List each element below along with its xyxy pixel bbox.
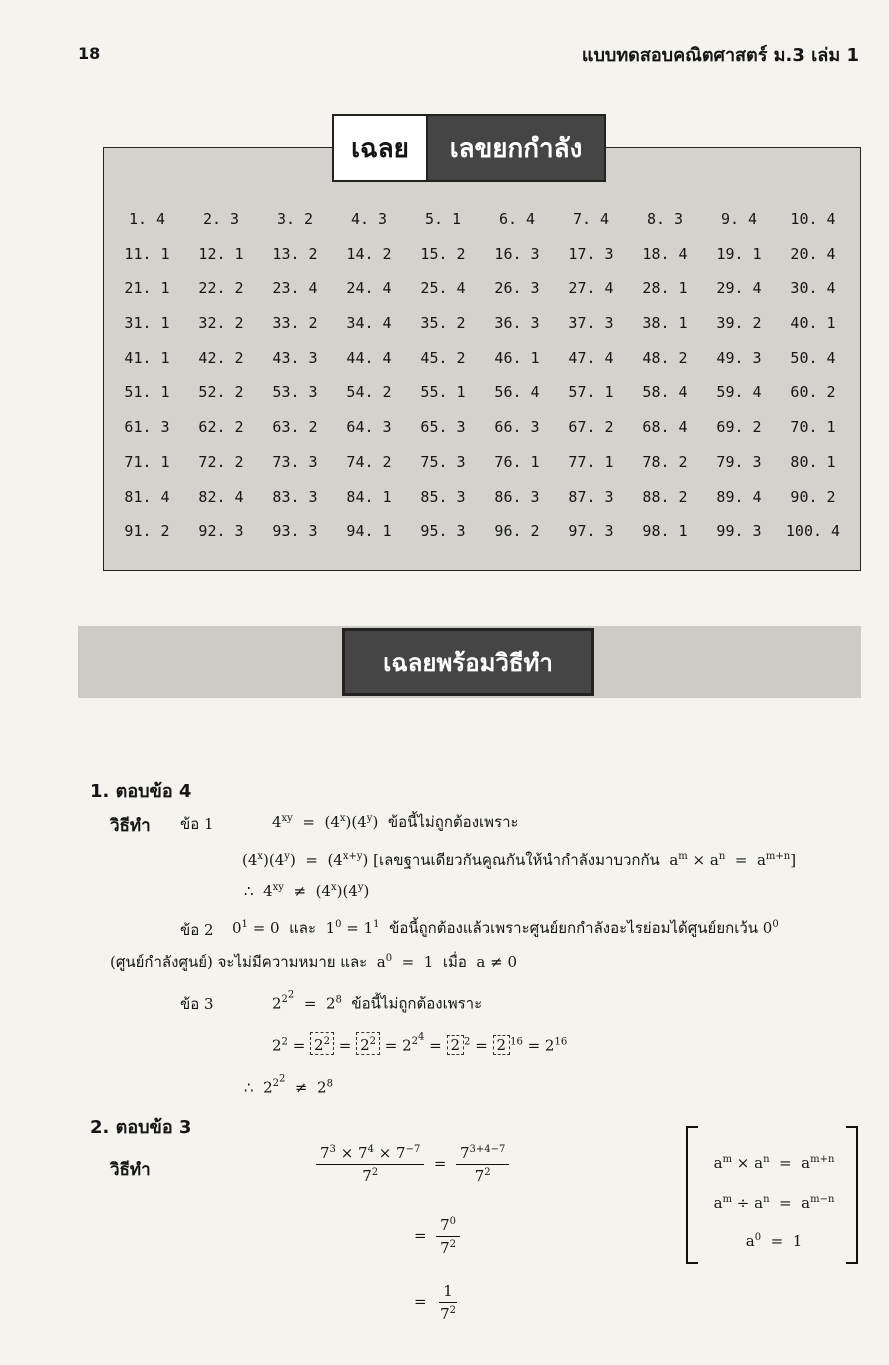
- answer-cell: 72. 2: [198, 452, 244, 471]
- q1-choice2-label: ข้อ 2: [180, 921, 214, 939]
- answer-cell: 16. 3: [494, 244, 540, 263]
- answer-cell: 93. 3: [272, 522, 318, 541]
- answer-cell: 55. 1: [420, 383, 466, 402]
- answer-cell: 31. 1: [124, 314, 170, 333]
- answer-cell: 69. 2: [716, 418, 762, 437]
- q1-choice2-cont-text: (ศูนย์กำลังศูนย์) จะไม่มีความหมาย และ: [110, 953, 368, 971]
- answer-cell: 5. 1: [424, 210, 462, 228]
- answer-cell: 11. 1: [124, 244, 170, 263]
- answer-cell: 71. 1: [124, 452, 170, 471]
- answer-cell: 59. 4: [716, 383, 762, 402]
- answer-cell: 75. 3: [420, 452, 466, 471]
- answer-cell: 80. 1: [790, 452, 836, 471]
- answer-cell: 39. 2: [716, 314, 762, 333]
- answer-cell: 91. 2: [124, 522, 170, 541]
- answer-cell: 70. 1: [790, 418, 836, 437]
- answer-cell: 2. 3: [202, 210, 240, 228]
- law-quotient: $a^m \div a^n = a^{m-n}$: [713, 1194, 835, 1212]
- answer-cell: 1. 4: [128, 210, 166, 228]
- answer-cell: 12. 1: [198, 244, 244, 263]
- answer-cell: 29. 4: [716, 279, 762, 298]
- solutions-banner: เฉลยพร้อมวิธีทำ: [342, 628, 594, 696]
- q1-choice1-reason: ข้อนี้ไม่ถูกต้องเพราะ: [387, 813, 519, 831]
- answer-cell: 52. 2: [198, 383, 244, 402]
- q1-choice3-reason: ข้อนี้ไม่ถูกต้องเพราะ: [351, 994, 483, 1013]
- answer-cell: 41. 1: [124, 348, 170, 367]
- q2-step1: $\frac{7^3 \times 7^4 \times 7^{-7}}{7^2}$ = $\frac{7^{3+4-7}}{7^2}$: [316, 1144, 509, 1185]
- answer-cell: 42. 2: [198, 348, 244, 367]
- answer-cell: 24. 4: [346, 279, 392, 298]
- q1-choice2-continued: (ศูนย์กำลังศูนย์) จะไม่มีความหมาย และ $a^0 = 1$ เมื่อ a ≠ 0: [110, 953, 517, 971]
- answer-cell: 73. 3: [272, 452, 318, 471]
- answer-cell: 94. 1: [346, 522, 392, 541]
- answer-cell: 26. 3: [494, 279, 540, 298]
- q1-choice2-text: ข้อนี้ถูกต้องแล้วเพราะศูนย์ยกกำลังอะไรย่อมได้ศูนย์ยกเว้น: [389, 919, 758, 937]
- answer-cell: 51. 1: [124, 383, 170, 402]
- answer-cell: 6. 4: [498, 210, 536, 228]
- answer-cell: 43. 3: [272, 348, 318, 367]
- answer-cell: 96. 2: [494, 522, 540, 541]
- answer-cell: 37. 3: [568, 314, 614, 333]
- answer-cell: 33. 2: [272, 314, 318, 333]
- page-number: 18: [78, 44, 101, 63]
- answer-cell: 97. 3: [568, 522, 614, 541]
- answer-cell: 47. 4: [568, 348, 614, 367]
- answer-cell: 82. 4: [198, 487, 244, 506]
- topic-label: เลขยกกำลัง: [428, 114, 606, 182]
- answer-cell: 50. 4: [790, 348, 836, 367]
- answer-cell: 76. 1: [494, 452, 540, 471]
- answer-cell: 19. 1: [716, 244, 762, 263]
- q2-step2: = $\frac{7^0}{7^2}$: [414, 1216, 460, 1257]
- running-title: แบบทดสอบคณิตศาสตร์ ม.3 เล่ม 1: [581, 45, 859, 66]
- q1-choice2-when: เมื่อ: [442, 953, 467, 971]
- answer-cell: 44. 4: [346, 348, 392, 367]
- answer-cell: 9. 4: [720, 210, 758, 228]
- answer-cell: 35. 2: [420, 314, 466, 333]
- answer-cell: 36. 3: [494, 314, 540, 333]
- answer-grid: [104, 210, 868, 557]
- answer-cell: 83. 3: [272, 487, 318, 506]
- answer-cell: 7. 4: [572, 210, 610, 228]
- answer-cell: 79. 3: [716, 452, 762, 471]
- q1-choice1-note: [เลขฐานเดียวกันคูณกันให้นำกำลังมาบวกกัน: [373, 851, 660, 869]
- answer-cell: 3. 2: [276, 210, 314, 228]
- answer-cell: 22. 2: [198, 279, 244, 298]
- answer-label: เฉลย: [332, 114, 428, 182]
- answer-cell: 18. 4: [642, 244, 688, 263]
- answer-cell: 99. 3: [716, 522, 762, 541]
- answer-cell: 88. 2: [642, 487, 688, 506]
- q1-choice3-conclusion: ∴ $2^{2^2} \ne 2^8$: [244, 1074, 333, 1097]
- answer-cell: 48. 2: [642, 348, 688, 367]
- answer-cell: 34. 4: [346, 314, 392, 333]
- answer-cell: 87. 3: [568, 487, 614, 506]
- answer-cell: 77. 1: [568, 452, 614, 471]
- answer-cell: 45. 2: [420, 348, 466, 367]
- answer-cell: 85. 3: [420, 487, 466, 506]
- answer-cell: 8. 3: [646, 210, 684, 228]
- answer-cell: 95. 3: [420, 522, 466, 541]
- answer-cell: 46. 1: [494, 348, 540, 367]
- q1-choice3-label: ข้อ 3: [180, 995, 214, 1013]
- answer-cell: 81. 4: [124, 487, 170, 506]
- answer-cell: 56. 4: [494, 383, 540, 402]
- answer-cell: 32. 2: [198, 314, 244, 333]
- answer-cell: 4. 3: [350, 210, 388, 228]
- answer-cell: 60. 2: [790, 383, 836, 402]
- answer-cell: 98. 1: [642, 522, 688, 541]
- answer-cell: 54. 2: [346, 383, 392, 402]
- q1-choice3-equation: $2^{2^2} = 2^8$ ข้อนี้ไม่ถูกต้องเพราะ: [272, 990, 483, 1013]
- q1-method-label: วิธีทำ: [110, 816, 151, 836]
- answer-cell: 49. 3: [716, 348, 762, 367]
- answer-cell: 10. 4: [790, 210, 836, 228]
- answer-cell: 17. 3: [568, 244, 614, 263]
- answer-cell: 65. 3: [420, 418, 466, 437]
- answer-cell: 27. 4: [568, 279, 614, 298]
- answer-cell: 66. 3: [494, 418, 540, 437]
- q2-step3: = $\frac{1}{7^2}$: [414, 1282, 457, 1323]
- q2-method-label: วิธีทำ: [110, 1160, 151, 1180]
- law-zero: $a^0 = 1$: [745, 1232, 803, 1250]
- answer-cell: 20. 4: [790, 244, 836, 263]
- q1-and-word: และ: [289, 919, 317, 937]
- answer-cell: 89. 4: [716, 487, 762, 506]
- answer-cell: 64. 3: [346, 418, 392, 437]
- q1-choice1-equation: $4^{xy} = (4^x)(4^y)$ ข้อนี้ไม่ถูกต้องเพราะ: [272, 813, 519, 831]
- answer-key-banner: [332, 114, 606, 182]
- answer-cell: 25. 4: [420, 279, 466, 298]
- q2-heading: 2. ตอบข้อ 3: [90, 1117, 192, 1138]
- answer-cell: 40. 1: [790, 314, 836, 333]
- answer-cell: 74. 2: [346, 452, 392, 471]
- q1-choice1-conclusion: ∴ $4^{xy} \ne (4^x)(4^y)$: [244, 882, 370, 900]
- answer-cell: 14. 2: [346, 244, 392, 263]
- q1-choice2-line: $0^1 = 0$ และ $1^0 = 1^1$ ข้อนี้ถูกต้องแล้วเพราะศูนย์ยกกำลังอะไรย่อมได้ศูนย์ยกเว้น $0^0$: [232, 919, 779, 937]
- answer-cell: 78. 2: [642, 452, 688, 471]
- answer-cell: 68. 4: [642, 418, 688, 437]
- answer-cell: 23. 4: [272, 279, 318, 298]
- answer-cell: 61. 3: [124, 418, 170, 437]
- answer-cell: 53. 3: [272, 383, 318, 402]
- answer-cell: 15. 2: [420, 244, 466, 263]
- answer-cell: 84. 1: [346, 487, 392, 506]
- answer-key-box: [103, 147, 861, 571]
- answer-cell: 58. 4: [642, 383, 688, 402]
- q1-choice3-steps: $2^2 = 2^2 = 2^2 = 2^{2^4} = 2$ $^2$ = 2 $^{16} = 2^{16}$: [272, 1032, 568, 1055]
- q1-choice1-label: ข้อ 1: [180, 815, 214, 833]
- answer-cell: 92. 3: [198, 522, 244, 541]
- answer-cell: 38. 1: [642, 314, 688, 333]
- answer-cell: 86. 3: [494, 487, 540, 506]
- answer-cell: 30. 4: [790, 279, 836, 298]
- answer-cell: 63. 2: [272, 418, 318, 437]
- answer-cell: 90. 2: [790, 487, 836, 506]
- q1-choice1-rule: $(4^x)(4^y) = (4^{x+y})$ [เลขฐานเดียวกันคูณกันให้นำกำลังมาบวกกัน $a^m \times a^n = a^{m+n}$]: [242, 851, 797, 869]
- law-product: $a^m \times a^n = a^{m+n}$: [713, 1154, 835, 1172]
- answer-cell: 28. 1: [642, 279, 688, 298]
- answer-cell: 57. 1: [568, 383, 614, 402]
- answer-cell: 67. 2: [568, 418, 614, 437]
- q1-heading: 1. ตอบข้อ 4: [90, 781, 192, 802]
- exponent-laws-box: [686, 1126, 858, 1264]
- answer-cell: 13. 2: [272, 244, 318, 263]
- answer-cell: 21. 1: [124, 279, 170, 298]
- answer-cell: 62. 2: [198, 418, 244, 437]
- answer-cell: 100. 4: [785, 522, 841, 541]
